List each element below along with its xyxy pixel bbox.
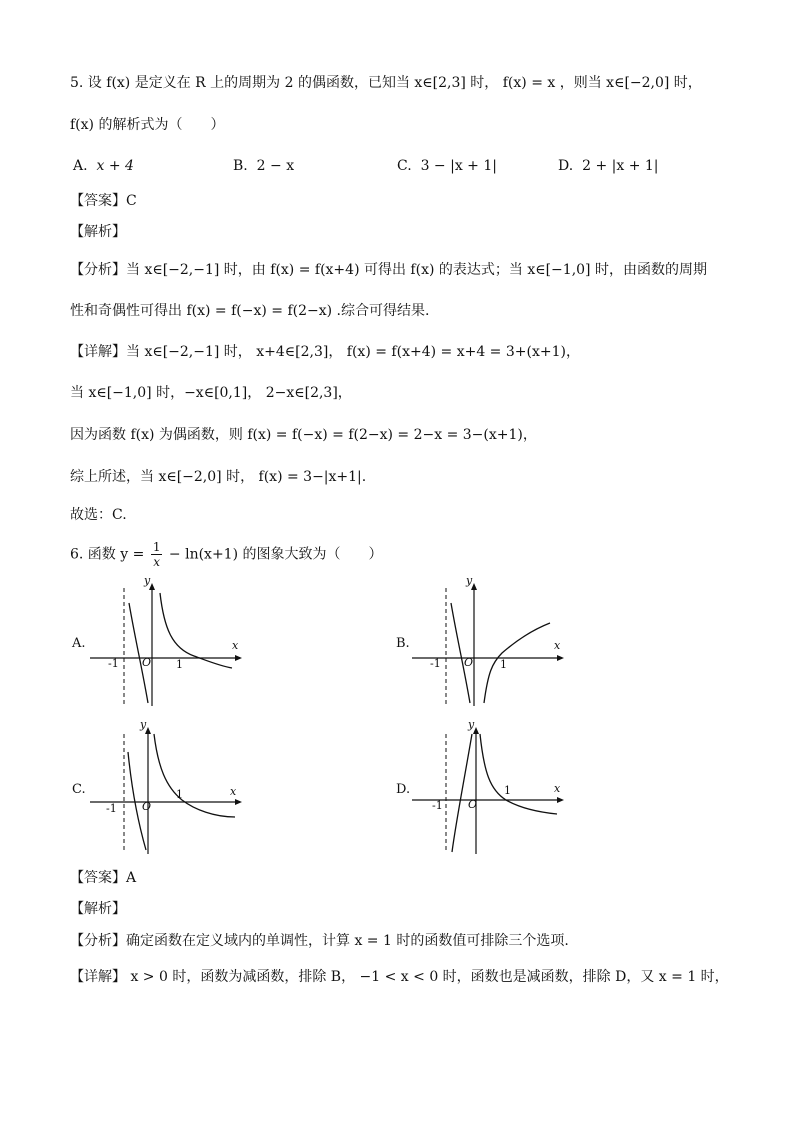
graph-d-x-label: x	[554, 782, 561, 795]
option-text: x + 4	[96, 158, 134, 174]
q5-stem-line1: 5. 设 f(x) 是定义在 R 上的周期为 2 的偶函数，已知当 x∈[2,3] 时， f(x) = x ，则当 x∈[−2,0] 时，	[70, 75, 702, 91]
graph-b-y-label: y	[466, 574, 473, 587]
answer-tag: 【答案】	[70, 870, 126, 886]
q6-analysis-tag	[70, 899, 126, 919]
xiangjie-text: 当 x∈[−2,−1] 时， x+4∈[2,3]， f(x) = f(x+4) = x+4 = 3+(x+1)，	[126, 344, 580, 360]
fenxi-tag: 【分析】	[70, 933, 126, 949]
graph-d-origin: O	[468, 798, 478, 811]
graph-d-one: 1	[504, 784, 511, 797]
graph-a-label: A.	[72, 636, 86, 651]
fenxi-text: 确定函数在定义域内的单调性，计算 x = 1 时的函数值可排除三个选项.	[126, 933, 569, 949]
option-key: C.	[397, 158, 412, 174]
graph-c-label: C.	[72, 782, 86, 797]
q6-fraction	[151, 540, 163, 569]
q5-answer	[70, 191, 137, 211]
analysis-tag: 【解析】	[70, 901, 126, 917]
graph-b-one: 1	[500, 658, 507, 671]
q5-option-b	[233, 156, 294, 176]
q6-stem-pre: 6. 函数 y =	[70, 546, 145, 563]
graph-d-y-label: y	[468, 718, 475, 731]
graph-c-x-label: x	[230, 785, 237, 798]
q5-option-d	[558, 156, 659, 176]
xiangjie-tag: 【详解】	[70, 969, 126, 985]
graph-b	[412, 574, 572, 712]
graph-b-neg1: -1	[430, 657, 441, 670]
q5-xiangjie-line2: 当 x∈[−1,0] 时，−x∈[0,1]， 2−x∈[2,3]，	[70, 385, 352, 401]
answer-value: C	[126, 193, 137, 209]
option-key: D.	[558, 158, 574, 174]
q6-stem	[70, 540, 383, 569]
xiangjie-tag: 【详解】	[70, 344, 126, 360]
option-text: 3 − |x + 1|	[420, 158, 497, 174]
graph-a	[90, 574, 250, 712]
option-key: B.	[233, 158, 248, 174]
fenxi-text: 当 x∈[−2,−1] 时，由 f(x) = f(x+4) 可得出 f(x) 的表达式；当 x∈[−1,0] 时，由函数的周期	[126, 262, 707, 278]
graph-d-neg1: -1	[432, 799, 443, 812]
answer-tag: 【答案】	[70, 193, 126, 209]
q5-analysis-tag	[70, 222, 126, 242]
q6-fenxi-line	[70, 931, 569, 951]
q5-xiangjie-line1	[70, 342, 580, 362]
graph-a-origin: O	[142, 656, 152, 669]
graph-d	[412, 718, 572, 861]
graph-c-neg1: -1	[106, 802, 117, 815]
graph-b-origin: O	[464, 656, 474, 669]
q6-answer	[70, 868, 136, 888]
fenxi-tag: 【分析】	[70, 262, 126, 278]
q5-choice-line: 故选：C.	[70, 507, 127, 523]
q5-xiangjie-line3: 因为函数 f(x) 为偶函数，则 f(x) = f(−x) = f(2−x) = 2−x = 3−(x+1)，	[70, 427, 537, 443]
graph-a-one: 1	[176, 658, 183, 671]
fraction-denominator: x	[153, 555, 161, 569]
graph-a-y-label: y	[144, 574, 151, 587]
answer-value: A	[126, 870, 137, 886]
q5-fenxi-line1	[70, 260, 707, 280]
option-text: 2 + |x + 1|	[582, 158, 659, 174]
xiangjie-text: x > 0 时，函数为减函数，排除 B， −1 < x < 0 时，函数也是减函数，排除 D，又 x = 1 时，	[126, 969, 729, 985]
q5-xiangjie-line4: 综上所述，当 x∈[−2,0] 时， f(x) = 3−|x+1|.	[70, 469, 367, 485]
graph-b-x-label: x	[554, 639, 561, 652]
graph-a-x-label: x	[232, 639, 239, 652]
q5-option-a	[73, 156, 134, 176]
fraction-numerator: 1	[152, 540, 161, 554]
graph-b-label: B.	[396, 636, 410, 651]
graph-c-origin: O	[142, 800, 152, 813]
q6-xiangjie-line	[70, 967, 729, 987]
graph-a-neg1: -1	[108, 657, 119, 670]
graph-c-y-label: y	[140, 718, 147, 731]
analysis-tag: 【解析】	[70, 224, 126, 240]
graph-c-one: 1	[176, 788, 183, 801]
q5-fenxi-line2: 性和奇偶性可得出 f(x) = f(−x) = f(2−x) .综合可得结果.	[70, 303, 430, 319]
option-text: 2 − x	[256, 158, 295, 174]
graph-d-label: D.	[396, 782, 411, 797]
q6-stem-post: − ln(x+1) 的图象大致为（ ）	[168, 546, 383, 563]
q5-stem-line2: f(x) 的解析式为（ ）	[70, 117, 225, 133]
q5-option-c	[397, 156, 497, 176]
option-key: A.	[73, 158, 88, 174]
graph-c	[90, 718, 250, 861]
